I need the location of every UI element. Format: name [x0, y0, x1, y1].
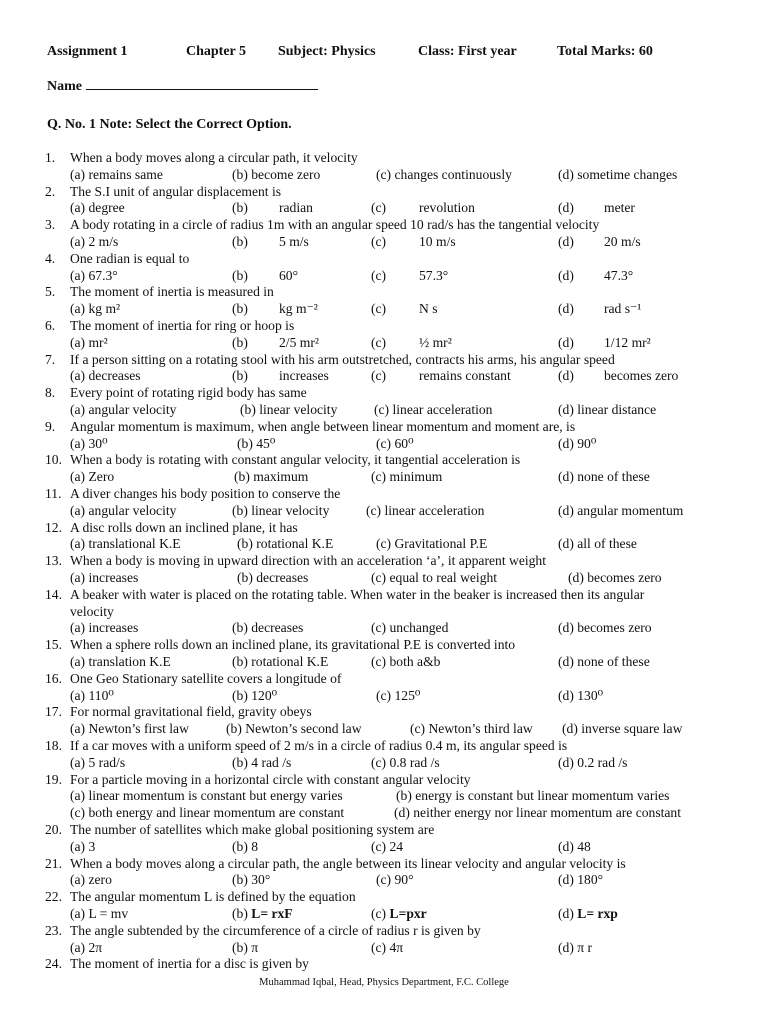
question-24 — [0, 956, 768, 973]
question-4 — [0, 251, 768, 285]
answer-option: (a) 5 rad/s — [70, 754, 126, 770]
question-text: One radian is equal to — [70, 250, 190, 266]
question-text: Every point of rotating rigid body has same — [70, 385, 307, 401]
answer-option: (a) increases — [70, 569, 139, 585]
question-number: 9. — [45, 418, 56, 434]
answer-option: (a) Newton’s first law — [70, 721, 189, 737]
answer-option: (d) none of these — [558, 469, 650, 485]
subject-label: Subject: Physics — [278, 44, 376, 59]
question-2 — [0, 184, 768, 218]
question-text: For a particle moving in a horizontal circle with constant angular velocity — [70, 771, 471, 787]
answer-option: (d) L= rxp — [558, 905, 618, 921]
answer-option: (b) maximum — [234, 469, 309, 485]
answer-option: (d) — [558, 200, 574, 216]
answer-option: (d) none of these — [558, 653, 650, 669]
answer-option: (b) become zero — [232, 166, 321, 182]
answer-option: (d) — [558, 267, 574, 283]
answer-option: (a) 67.3° — [70, 267, 118, 283]
answer-option: (b) — [232, 233, 248, 249]
answer-option: (b) energy is constant but linear momentum varies — [396, 788, 670, 804]
answer-option: (a) 3 — [70, 838, 96, 854]
question-7 — [0, 352, 768, 386]
question-number: 6. — [45, 318, 56, 333]
answer-option: (b) Newton’s second law — [226, 721, 362, 737]
question-number: 13. — [45, 553, 62, 569]
option-row — [0, 167, 768, 184]
answer-option: 5 m/s — [279, 233, 309, 249]
option-row — [0, 620, 768, 637]
answer-option: 10 m/s — [419, 233, 456, 249]
answer-option: (c) 4π — [371, 939, 404, 955]
answer-option: (b) rotational K.E — [232, 653, 329, 669]
question-number: 21. — [45, 855, 62, 871]
answer-option: (d) sometime changes — [558, 166, 678, 182]
question-number: 23. — [45, 922, 62, 938]
answer-option: (c) — [371, 301, 387, 317]
answer-option: (d) 180° — [558, 872, 604, 888]
question-number: 19. — [45, 771, 62, 787]
question-5 — [0, 284, 768, 318]
question-number: 8. — [45, 385, 56, 401]
answer-option: (d) — [558, 368, 574, 384]
option-row — [0, 872, 768, 889]
option-row — [0, 200, 768, 217]
answer-option: (a) degree — [70, 200, 125, 216]
name-label: Name — [47, 79, 82, 94]
answer-option: (c) unchanged — [371, 620, 449, 636]
question-1 — [0, 150, 768, 184]
answer-option: (b) — [232, 200, 248, 216]
option-row — [0, 268, 768, 285]
answer-option: rad s⁻¹ — [604, 301, 642, 317]
answer-option: (b) 4 rad /s — [232, 754, 292, 770]
answer-option: (a) 30⁰ — [70, 435, 108, 451]
answer-option: (b) linear velocity — [240, 401, 338, 417]
answer-option: (a) translation K.E — [70, 653, 171, 669]
question-text: If a person sitting on a rotating stool with his arm outstretched, contracts his arms, his angular speed — [70, 351, 615, 367]
question-16 — [0, 671, 768, 705]
option-row — [0, 788, 768, 805]
option-row — [0, 368, 768, 385]
question-14 — [0, 587, 768, 637]
question-text: The number of satellites which make global positioning system are — [70, 822, 435, 837]
answer-option: (b) 8 — [232, 838, 259, 854]
question-text: When a body is moving in upward direction with an acceleration ‘a’, it apparent weight — [70, 553, 547, 569]
question-3 — [0, 217, 768, 251]
question-number: 18. — [45, 738, 62, 753]
answer-option: 20 m/s — [604, 233, 641, 249]
question-text: The S.I unit of angular displacement is — [70, 183, 282, 199]
answer-option: (d) 0.2 rad /s — [558, 754, 628, 770]
answer-option: ½ mr² — [419, 334, 452, 350]
question-text: A body rotating in a circle of radius 1m with an angular speed 10 rad/s has the tangential velocity — [70, 217, 600, 233]
class-label: Class: First year — [418, 44, 517, 59]
answer-option: (d) — [558, 233, 574, 249]
answer-option: (a) translational K.E — [70, 536, 181, 552]
answer-option: (c) — [371, 233, 387, 249]
question-number: 5. — [45, 284, 56, 300]
answer-option: (d) — [558, 334, 574, 350]
answer-option: 60° — [279, 267, 299, 283]
answer-option: (c) 125⁰ — [376, 687, 421, 703]
answer-option: (a) kg m² — [70, 301, 121, 317]
answer-option: (c) — [371, 368, 387, 384]
footer-credit: Muhammad Iqbal, Head, Physics Department, F.C. College — [259, 977, 509, 988]
answer-option: (b) rotational K.E — [237, 536, 334, 552]
answer-option: remains constant — [419, 368, 511, 384]
answer-option: (c) 90° — [376, 872, 414, 888]
question-number: 11. — [45, 486, 62, 501]
answer-option: (b) — [232, 368, 248, 384]
answer-option: (a) L = mv — [70, 905, 129, 921]
answer-option: (c) minimum — [371, 469, 443, 485]
question-15 — [0, 637, 768, 671]
answer-option: (c) Gravitational P.E — [376, 536, 488, 552]
answer-option: (a) linear momentum is constant but energy varies — [70, 788, 343, 804]
question-number: 7. — [45, 351, 56, 367]
question-number: 17. — [45, 704, 62, 720]
question-11 — [0, 486, 768, 520]
answer-option: (c) — [371, 334, 387, 350]
question-19 — [0, 772, 768, 822]
question-12 — [0, 520, 768, 554]
question-number: 10. — [45, 452, 62, 468]
answer-option: becomes zero — [604, 368, 679, 384]
question-number: 20. — [45, 822, 62, 837]
option-row — [0, 436, 768, 453]
option-row — [0, 688, 768, 705]
answer-option: (d) 130⁰ — [558, 687, 604, 703]
answer-option: (b) 45⁰ — [237, 435, 276, 451]
option-row — [0, 402, 768, 419]
question-text: When a sphere rolls down an inclined plane, its gravitational P.E is converted into — [70, 637, 516, 653]
answer-option: (d) neither energy nor linear momentum are constant — [394, 805, 682, 821]
option-row — [0, 805, 768, 822]
answer-option: (c) 60⁰ — [376, 435, 414, 451]
question-number: 16. — [45, 670, 62, 686]
answer-option: (a) decreases — [70, 368, 141, 384]
question-number: 1. — [45, 150, 56, 165]
answer-option: revolution — [419, 200, 475, 216]
question-text: The moment of inertia for a disc is given by — [70, 956, 309, 972]
question-number: 14. — [45, 586, 62, 602]
answer-option: increases — [279, 368, 329, 384]
question-17 — [0, 704, 768, 738]
option-row — [0, 721, 768, 738]
question-6 — [0, 318, 768, 352]
question-8 — [0, 385, 768, 419]
answer-option: (c) both energy and linear momentum are constant — [70, 805, 345, 821]
question-10 — [0, 452, 768, 486]
question-text: The moment of inertia for ring or hoop is — [70, 318, 295, 333]
question-number: 22. — [45, 889, 62, 905]
answer-option: (c) — [371, 200, 387, 216]
option-row — [0, 234, 768, 251]
answer-option: (b) decreases — [237, 569, 309, 585]
option-row — [0, 839, 768, 856]
answer-option: (d) inverse square law — [562, 721, 683, 737]
answer-option: (b) 120⁰ — [232, 687, 278, 703]
total-marks-label: Total Marks: 60 — [557, 44, 653, 59]
answer-option: (a) 110⁰ — [70, 687, 114, 703]
question-text: If a car moves with a uniform speed of 2 m/s in a circle of radius 0.4 m, its angular speed is — [70, 738, 568, 753]
question-23 — [0, 923, 768, 957]
question-number: 3. — [45, 217, 56, 233]
answer-option: (d) 90⁰ — [558, 435, 597, 451]
answer-option: (b) decreases — [232, 620, 304, 636]
answer-option: (d) — [558, 301, 574, 317]
answer-option: 1/12 mr² — [604, 334, 651, 350]
answer-option: radian — [279, 200, 313, 216]
answer-option: (c) 24 — [371, 838, 404, 854]
answer-option: (d) all of these — [558, 536, 637, 552]
question-text: The angle subtended by the circumference of a circle of radius r is given by — [70, 922, 481, 938]
question-number: 4. — [45, 250, 56, 266]
question-number: 15. — [45, 637, 62, 653]
answer-option: 47.3° — [604, 267, 634, 283]
option-row — [0, 536, 768, 553]
question-number: 24. — [45, 956, 62, 972]
answer-option: (d) angular momentum — [558, 502, 684, 518]
answer-option: (c) L=pxr — [371, 905, 427, 921]
name-field — [47, 77, 318, 95]
answer-option: N s — [419, 301, 438, 317]
question-text: When a body is rotating with constant angular velocity, it tangential acceleration is — [70, 452, 521, 468]
answer-option: (b) — [232, 334, 248, 350]
answer-option: (a) mr² — [70, 334, 108, 350]
question-13 — [0, 553, 768, 587]
option-row — [0, 335, 768, 352]
question-text: Angular momentum is maximum, when angle between linear momentum and moment are, is — [70, 418, 576, 434]
answer-option: (d) becomes zero — [568, 569, 662, 585]
question-22 — [0, 889, 768, 923]
answer-option: (d) π r — [558, 939, 593, 955]
answer-option: (b) — [232, 301, 248, 317]
answer-option: (a) 2π — [70, 939, 103, 955]
answer-option: (c) linear acceleration — [374, 401, 493, 417]
answer-option: (c) equal to real weight — [371, 569, 498, 585]
question-21 — [0, 856, 768, 890]
answer-option: (d) linear distance — [558, 401, 657, 417]
section-title: Q. No. 1 Note: Select the Correct Option. — [47, 117, 292, 132]
answer-option: (a) increases — [70, 620, 139, 636]
question-number: 2. — [45, 183, 56, 199]
option-row — [0, 301, 768, 318]
answer-option: (c) both a&b — [371, 653, 441, 669]
option-row — [0, 570, 768, 587]
question-text: The moment of inertia is measured in — [70, 284, 274, 300]
answer-option: (a) angular velocity — [70, 502, 177, 518]
question-9 — [0, 419, 768, 453]
option-row — [0, 755, 768, 772]
answer-option: (c) Newton’s third law — [410, 721, 533, 737]
question-text: A diver changes his body position to conserve the — [70, 486, 341, 501]
question-text: One Geo Stationary satellite covers a longitude of — [70, 670, 342, 686]
question-text: The angular momentum L is defined by the equation — [70, 889, 356, 905]
answer-option: (b) linear velocity — [232, 502, 330, 518]
question-number: 12. — [45, 519, 62, 535]
question-text: When a body moves along a circular path, it velocity — [70, 150, 358, 165]
question-20 — [0, 822, 768, 856]
answer-option: (b) L= rxF — [232, 905, 293, 921]
assignment-header — [0, 44, 768, 62]
name-blank-line — [86, 77, 318, 90]
option-row — [0, 469, 768, 486]
assignment-label: Assignment 1 — [47, 44, 128, 59]
option-row — [0, 503, 768, 520]
question-text: A beaker with water is placed on the rotating table. When water in the beaker is increased then its angular velocity — [70, 586, 645, 619]
answer-option: (c) changes continuously — [376, 166, 512, 182]
answer-option: (a) Zero — [70, 469, 115, 485]
option-row — [0, 940, 768, 957]
option-row — [0, 654, 768, 671]
chapter-label: Chapter 5 — [186, 44, 247, 59]
answer-option: 57.3° — [419, 267, 449, 283]
answer-option: (c) — [371, 267, 387, 283]
answer-option: (a) angular velocity — [70, 401, 177, 417]
answer-option: 2/5 mr² — [279, 334, 319, 350]
answer-option: (a) remains same — [70, 166, 163, 182]
answer-option: (c) 0.8 rad /s — [371, 754, 440, 770]
answer-option: (a) 2 m/s — [70, 233, 119, 249]
answer-option: (a) zero — [70, 872, 112, 888]
answer-option: (b) — [232, 267, 248, 283]
answer-option: (b) π — [232, 939, 259, 955]
answer-option: (c) linear acceleration — [366, 502, 485, 518]
answer-option: (d) becomes zero — [558, 620, 652, 636]
question-18 — [0, 738, 768, 772]
question-text: When a body moves along a circular path, the angle between its linear velocity and angular velocity is — [70, 855, 626, 871]
answer-option: meter — [604, 200, 635, 216]
option-row — [0, 906, 768, 923]
answer-option: (b) 30° — [232, 872, 271, 888]
answer-option: (d) 48 — [558, 838, 591, 854]
question-text: For normal gravitational field, gravity obeys — [70, 704, 312, 720]
answer-option: kg m⁻² — [279, 301, 318, 317]
question-text: A disc rolls down an inclined plane, it has — [70, 519, 298, 535]
